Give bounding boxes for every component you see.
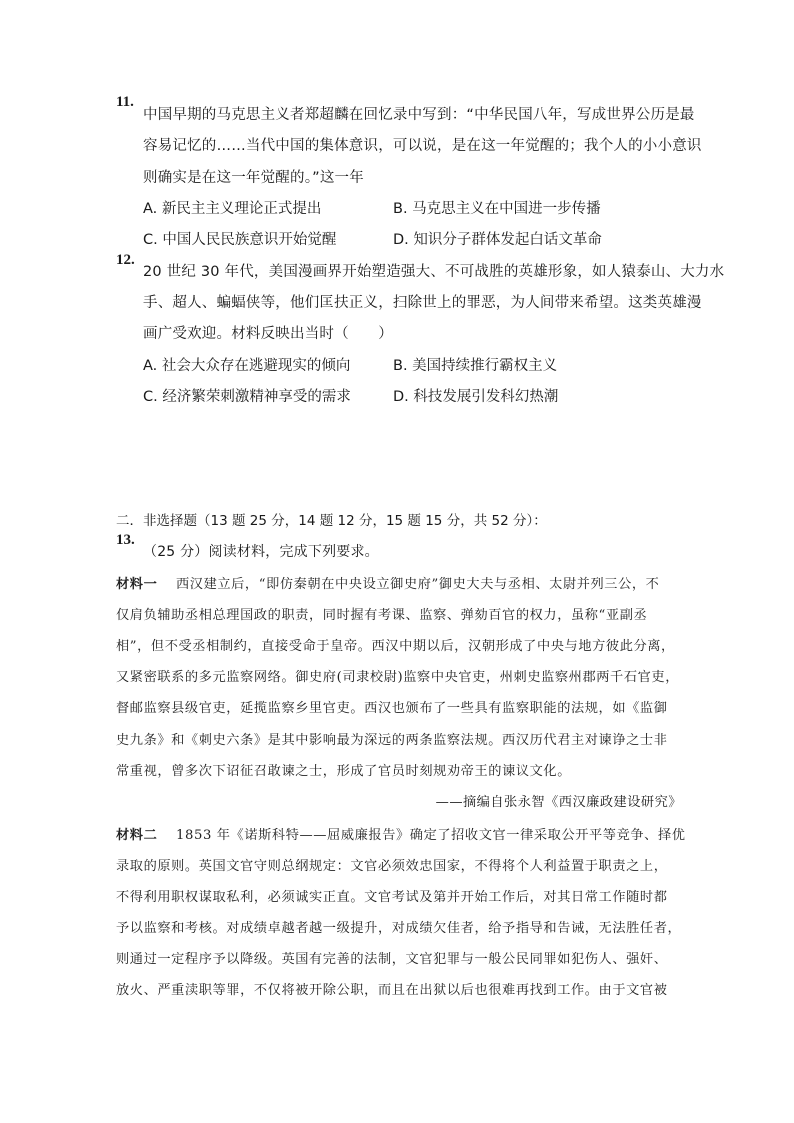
- question-11-option-a[interactable]: A. 新民主主义理论正式提出: [143, 201, 322, 217]
- material-1-line-1: 西汉建立后，“即仿秦朝在中央设立御史府”御史大夫与丞相、太尉并列三公，不: [176, 577, 660, 592]
- material-2-line-1: 1853 年《诺斯科特——屈威廉报告》确定了招收文官一律采取公开平等竞争、择优: [176, 828, 686, 843]
- material-1-line-3: 相”，但不受丞相制约，直接受命于皇帝。西汉中期以后，汉朝形成了中央与地方彼此分离，: [116, 639, 675, 654]
- material-1-label: 材料一: [116, 577, 158, 592]
- question-12-option-c[interactable]: C. 经济繁荣刺激精神享受的需求: [143, 389, 351, 405]
- material-2-line-4: 予以监察和考核。对成绩卓越者越一级提升，对成绩欠佳者，给予指导和告诫，无法胜任者，: [116, 921, 682, 936]
- material-1-line-5: 督邮监察县级官吏，延揽监察乡里官吏。西汉也颁布了一些具有监察职能的法规，如《监御: [116, 701, 668, 716]
- material-2-line-5: 则通过一定程序予以降级。英国有完善的法制，文官犯罪与一般公民同罪如犯伤人、强奸、: [116, 952, 668, 967]
- question-11-line-2: 容易记忆的……当代中国的集体意识，可以说，是在这一年觉醒的；我个人的小小意识: [143, 138, 702, 154]
- question-12-line-2: 手、超人、蝙蝠侠等，他们匡扶正义，扫除世上的罪恶，为人间带来希望。这类英雄漫: [143, 295, 702, 311]
- question-11-option-b[interactable]: B. 马克思主义在中国进一步传播: [393, 201, 601, 217]
- question-12-option-b[interactable]: B. 美国持续推行霸权主义: [393, 358, 558, 374]
- question-12-option-d[interactable]: D. 科技发展引发科幻热潮: [393, 389, 559, 405]
- material-1-line-6: 史九条》和《刺史六条》是其中影响最为深远的两条监察法规。西汉历代君主对谏诤之士非: [116, 733, 668, 748]
- material-1-line-2: 仅肩负辅助丞相总理国政的职责，同时握有考课、监察、弹劾百官的权力，虽称“亚副丞: [116, 608, 648, 623]
- material-2-line-2: 录取的原则。英国文官守则总纲规定：文官必须效忠国家，不得将个人利益置于职责之上，: [116, 859, 668, 874]
- material-1-source: ——摘编自张永智《西汉廉政建设研究》: [435, 795, 682, 810]
- question-11-number: 11.: [116, 94, 134, 110]
- question-13-number: 13.: [116, 532, 135, 548]
- question-13-intro: （25 分）阅读材料，完成下列要求。: [143, 544, 379, 560]
- question-11-option-d[interactable]: D. 知识分子群体发起白话文革命: [393, 232, 602, 248]
- material-1-line-7: 常重视，曾多次下诏征召敢谏之士，形成了官员时刻规劝帝王的谏议文化。: [116, 764, 571, 779]
- question-12-number: 12.: [116, 252, 135, 268]
- question-11-line-3: 则确实是在这一年觉醒的。”这一年: [143, 170, 364, 186]
- question-11-line-1: 中国早期的马克思主义者郑超麟在回忆录中写到：“中华民国八年，写成世界公历是最: [143, 107, 695, 123]
- section-2-heading: 二．非选择题（13 题 25 分，14 题 12 分，15 题 15 分，共 52 分）：: [116, 513, 547, 529]
- material-1-line-4: 又紧密联系的多元监察网络。御史府(司隶校尉)监察中央官吏，州刺史监察州郡两千石官吏，: [116, 670, 679, 685]
- question-11-option-c[interactable]: C. 中国人民民族意识开始觉醒: [143, 232, 337, 248]
- question-12-line-1: 20 世纪 30 年代，美国漫画界开始塑造强大、不可战胜的英雄形象，如人猿泰山、大力水: [143, 264, 725, 280]
- material-2-line-3: 不得利用职权谋取私利，必须诚实正直。文官考试及第并开始工作后，对其日常工作随时都: [116, 890, 668, 905]
- question-12-line-3: 画广受欢迎。材料反映出当时（ ）: [143, 326, 393, 342]
- material-2-line-6: 放火、严重渎职等罪，不仅将被开除公职，而且在出狱以后也很难再找到工作。由于文官被: [116, 983, 668, 998]
- material-2-label: 材料二: [116, 828, 158, 843]
- question-12-option-a[interactable]: A. 社会大众存在逃避现实的倾向: [143, 358, 351, 374]
